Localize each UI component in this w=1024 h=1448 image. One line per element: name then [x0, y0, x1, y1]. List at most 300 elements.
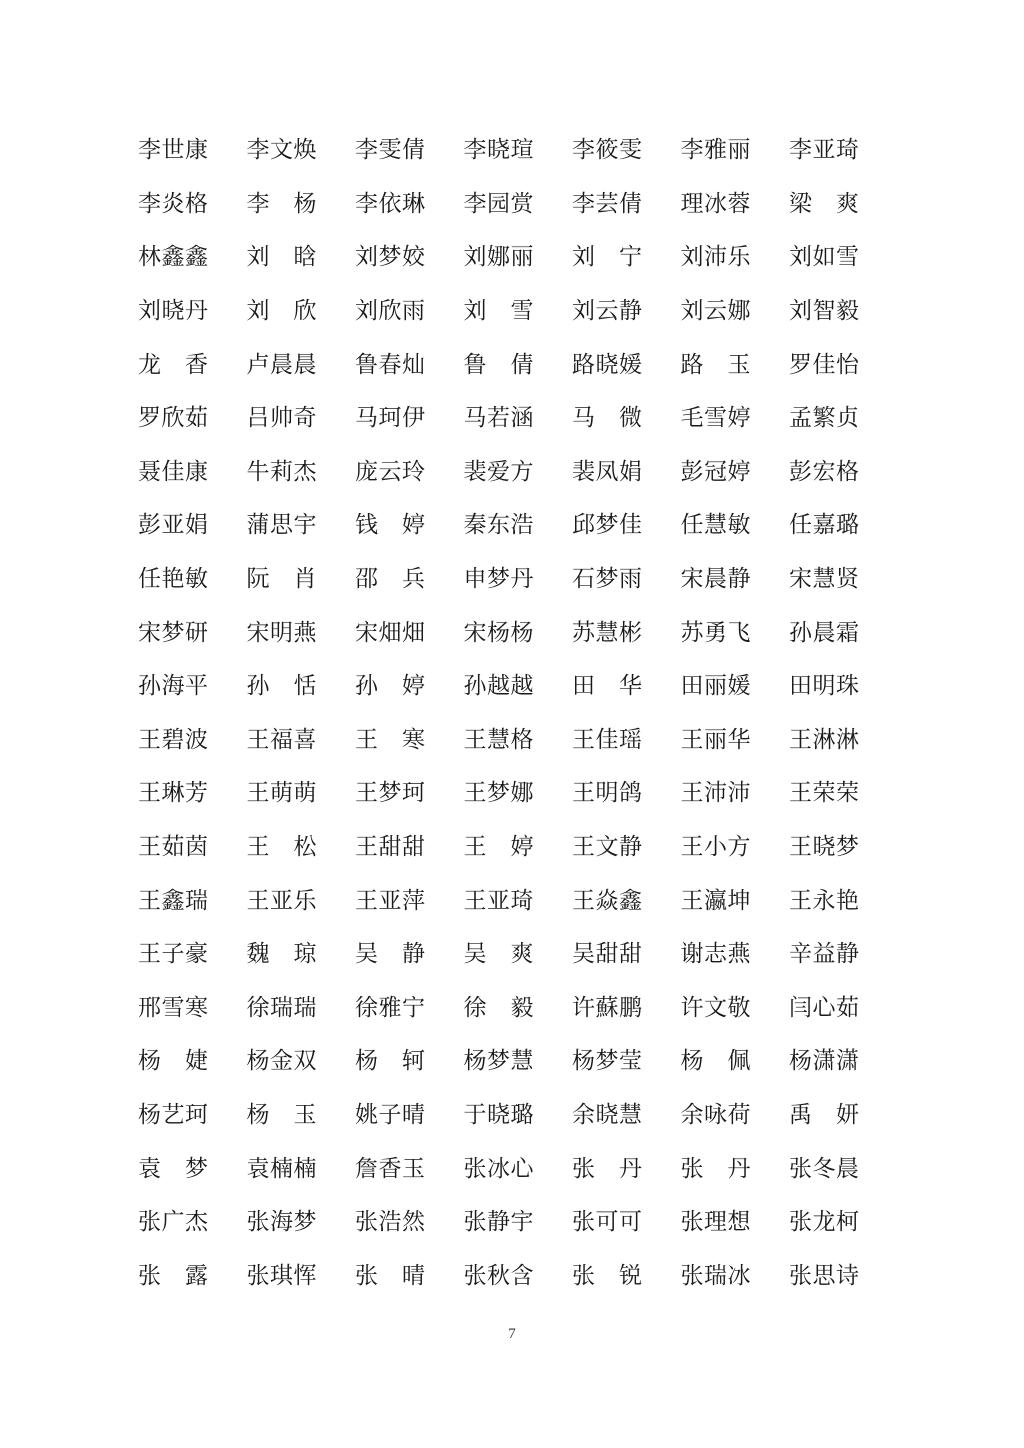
name-text: 宋 梦 研: [138, 619, 208, 646]
name-text: 张 思 诗: [789, 1262, 859, 1289]
name-entry: [789, 767, 898, 821]
name-text: 王 子 豪: [138, 941, 208, 968]
name-entry: [355, 1196, 464, 1250]
name-entry: [789, 285, 898, 339]
name-text: 吴 爽: [463, 941, 534, 968]
name-entry: [138, 285, 247, 339]
name-entry: [681, 767, 790, 821]
name-entry: [138, 124, 247, 178]
name-entry: [789, 660, 898, 714]
name-entry: [464, 928, 573, 982]
name-text: 李 雅 丽: [680, 137, 751, 164]
name-entry: [138, 231, 247, 285]
name-text: 阮 肖: [246, 566, 317, 593]
name-text: 余 晓 慧: [572, 1101, 642, 1128]
name-entry: [355, 1035, 464, 1089]
name-text: 詹 香 玉: [355, 1155, 425, 1182]
name-text: 李 园 赏: [463, 190, 534, 217]
name-entry: [138, 1089, 247, 1143]
name-text: 杨 佩: [680, 1048, 751, 1075]
name-entry: [355, 1142, 464, 1196]
name-entry: [572, 553, 681, 607]
name-text: 理 冰 蓉: [680, 190, 751, 217]
name-text: 邱 梦 佳: [572, 512, 642, 539]
name-text: 龙 香: [138, 351, 208, 378]
name-entry: [247, 928, 356, 982]
name-entry: [681, 1196, 790, 1250]
name-text: 鲁 春 灿: [355, 351, 425, 378]
name-entry: [247, 1035, 356, 1089]
name-text: 姚 子 晴: [355, 1101, 425, 1128]
name-text: 秦 东 浩: [463, 512, 534, 539]
name-entry: [681, 928, 790, 982]
name-entry: [138, 874, 247, 928]
name-entry: [464, 1142, 573, 1196]
name-text: 王 亚 萍: [355, 887, 425, 914]
name-entry: [681, 553, 790, 607]
name-entry: [355, 338, 464, 392]
name-text: 石 梦 雨: [572, 566, 642, 593]
name-text: 田 丽 媛: [680, 673, 751, 700]
name-text: 马 微: [572, 405, 642, 432]
name-entry: [464, 606, 573, 660]
name-entry: [572, 982, 681, 1036]
name-entry: [789, 1249, 898, 1303]
name-entry: [464, 124, 573, 178]
name-entry: [247, 338, 356, 392]
name-text: 彭 冠 婷: [680, 458, 751, 485]
name-entry: [789, 553, 898, 607]
name-entry: [247, 178, 356, 232]
name-text: 王 梦 娜: [463, 780, 534, 807]
name-text: 王 文 静: [572, 834, 642, 861]
name-entry: [681, 1249, 790, 1303]
name-text: 孙 恬: [246, 673, 317, 700]
name-entry: [572, 392, 681, 446]
name-text: 王 荣 荣: [789, 780, 859, 807]
name-entry: [572, 606, 681, 660]
name-entry: [138, 767, 247, 821]
name-text: 张 广 杰: [138, 1209, 208, 1236]
name-entry: [464, 1249, 573, 1303]
name-entry: [138, 606, 247, 660]
name-text: 刘 宁: [572, 244, 642, 271]
name-entry: [247, 874, 356, 928]
name-entry: [681, 1089, 790, 1143]
name-entry: [464, 392, 573, 446]
name-entry: [572, 1089, 681, 1143]
name-entry: [789, 338, 898, 392]
name-text: 张 理 想: [680, 1209, 751, 1236]
name-text: 王 婷: [463, 834, 534, 861]
name-entry: [572, 714, 681, 768]
name-text: 鲁 倩: [463, 351, 534, 378]
name-entry: [138, 499, 247, 553]
name-text: 邢 雪 寒: [138, 994, 208, 1021]
name-entry: [572, 1249, 681, 1303]
name-text: 王 福 喜: [246, 726, 317, 753]
name-text: 王 琳 芳: [138, 780, 208, 807]
name-entry: [355, 874, 464, 928]
name-text: 于 晓 璐: [463, 1101, 534, 1128]
name-entry: [247, 499, 356, 553]
name-text: 王 佳 瑶: [572, 726, 642, 753]
name-entry: [681, 1035, 790, 1089]
name-text: 任 嘉 璐: [789, 512, 859, 539]
name-text: 张 丹: [680, 1155, 751, 1182]
name-text: 张 龙 柯: [789, 1209, 859, 1236]
name-entry: [572, 1196, 681, 1250]
name-text: 杨 潇 潇: [789, 1048, 859, 1075]
name-entry: [464, 499, 573, 553]
name-text: 张 瑞 冰: [680, 1262, 751, 1289]
name-entry: [138, 1249, 247, 1303]
name-text: 刘 梦 姣: [355, 244, 425, 271]
name-entry: [572, 821, 681, 875]
name-text: 马 若 涵: [463, 405, 534, 432]
name-entry: [789, 1089, 898, 1143]
name-text: 王 亚 乐: [246, 887, 317, 914]
name-text: 王 明 鸽: [572, 780, 642, 807]
name-text: 王 小 方: [680, 834, 751, 861]
name-entry: [681, 285, 790, 339]
name-text: 张 琪 恽: [246, 1262, 317, 1289]
name-text: 刘 欣: [246, 298, 317, 325]
name-text: 刘 云 娜: [680, 298, 751, 325]
name-entry: [247, 1089, 356, 1143]
name-text: 孙 越 越: [463, 673, 534, 700]
name-text: 张 秋 含: [463, 1262, 534, 1289]
name-text: 王 永 艳: [789, 887, 859, 914]
name-text: 李 晓 瑄: [463, 137, 534, 164]
name-text: 张 锐: [572, 1262, 642, 1289]
name-text: 张 静 宇: [463, 1209, 534, 1236]
name-text: 吕 帅 奇: [246, 405, 317, 432]
name-text: 宋 明 燕: [246, 619, 317, 646]
name-list-grid: [138, 124, 898, 1303]
name-text: 王 茹 茵: [138, 834, 208, 861]
name-text: 王 亚 琦: [463, 887, 534, 914]
name-text: 王 慧 格: [463, 726, 534, 753]
name-entry: [138, 553, 247, 607]
name-entry: [464, 821, 573, 875]
name-entry: [355, 392, 464, 446]
name-entry: [572, 446, 681, 500]
name-text: 李 筱 雯: [572, 137, 642, 164]
name-text: 彭 亚 娟: [138, 512, 208, 539]
name-text: 庞 云 玲: [355, 458, 425, 485]
name-entry: [789, 1142, 898, 1196]
name-entry: [789, 874, 898, 928]
name-text: 李 世 康: [138, 137, 208, 164]
page-number: 7: [508, 1326, 516, 1342]
name-text: 张 晴: [355, 1262, 425, 1289]
name-text: 魏 琼: [246, 941, 317, 968]
name-entry: [681, 660, 790, 714]
name-entry: [355, 928, 464, 982]
name-entry: [681, 1142, 790, 1196]
name-entry: [464, 1196, 573, 1250]
name-text: 路 玉: [680, 351, 751, 378]
name-text: 李 雯 倩: [355, 137, 425, 164]
name-text: 任 慧 敏: [680, 512, 751, 539]
name-entry: [247, 446, 356, 500]
name-text: 许 文 敬: [680, 994, 751, 1021]
name-entry: [247, 821, 356, 875]
name-text: 聂 佳 康: [138, 458, 208, 485]
name-entry: [464, 1089, 573, 1143]
name-entry: [681, 982, 790, 1036]
name-entry: [681, 124, 790, 178]
name-text: 宋 慧 贤: [789, 566, 859, 593]
name-entry: [572, 767, 681, 821]
name-entry: [789, 928, 898, 982]
name-text: 孙 晨 霜: [789, 619, 859, 646]
name-text: 孟 繁 贞: [789, 405, 859, 432]
name-text: 禹 妍: [789, 1101, 859, 1128]
name-entry: [572, 124, 681, 178]
name-text: 王 瀛 坤: [680, 887, 751, 914]
name-text: 刘 晗: [246, 244, 317, 271]
name-entry: [789, 178, 898, 232]
name-text: 田 华: [572, 673, 642, 700]
name-text: 辛 益 静: [789, 941, 859, 968]
name-entry: [681, 446, 790, 500]
name-text: 李 亚 琦: [789, 137, 859, 164]
name-entry: [681, 606, 790, 660]
name-text: 余 咏 荷: [680, 1101, 751, 1128]
name-entry: [572, 1035, 681, 1089]
name-entry: [789, 446, 898, 500]
name-text: 苏 勇 飞: [680, 619, 751, 646]
name-text: 王 淋 淋: [789, 726, 859, 753]
name-text: 王 丽 华: [680, 726, 751, 753]
name-text: 李 文 焕: [246, 137, 317, 164]
name-entry: [464, 714, 573, 768]
name-text: 杨 金 双: [246, 1048, 317, 1075]
name-text: 徐 瑞 瑞: [246, 994, 317, 1021]
name-entry: [138, 392, 247, 446]
name-entry: [464, 553, 573, 607]
name-entry: [355, 1249, 464, 1303]
name-entry: [355, 285, 464, 339]
name-entry: [355, 821, 464, 875]
name-text: 谢 志 燕: [680, 941, 751, 968]
name-entry: [572, 285, 681, 339]
name-entry: [464, 178, 573, 232]
name-text: 任 艳 敏: [138, 566, 208, 593]
name-entry: [572, 499, 681, 553]
name-entry: [247, 285, 356, 339]
name-entry: [138, 1035, 247, 1089]
name-entry: [789, 714, 898, 768]
name-entry: [247, 124, 356, 178]
name-entry: [138, 928, 247, 982]
name-entry: [572, 660, 681, 714]
name-entry: [572, 928, 681, 982]
name-text: 张 浩 然: [355, 1209, 425, 1236]
name-entry: [572, 1142, 681, 1196]
name-entry: [681, 714, 790, 768]
name-entry: [789, 124, 898, 178]
name-text: 王 焱 鑫: [572, 887, 642, 914]
name-entry: [138, 338, 247, 392]
name-entry: [572, 231, 681, 285]
name-entry: [355, 1089, 464, 1143]
name-entry: [789, 1196, 898, 1250]
name-entry: [789, 499, 898, 553]
name-entry: [355, 982, 464, 1036]
name-text: 裴 凤 娟: [572, 458, 642, 485]
name-entry: [247, 392, 356, 446]
name-entry: [138, 446, 247, 500]
name-entry: [247, 1142, 356, 1196]
name-entry: [247, 1196, 356, 1250]
name-entry: [681, 231, 790, 285]
name-text: 徐 雅 宁: [355, 994, 425, 1021]
name-text: 张 露: [138, 1262, 208, 1289]
name-entry: [355, 767, 464, 821]
name-text: 王 沛 沛: [680, 780, 751, 807]
name-text: 宋 杨 杨: [463, 619, 534, 646]
name-entry: [247, 606, 356, 660]
name-entry: [572, 874, 681, 928]
name-entry: [138, 1196, 247, 1250]
name-text: 梁 爽: [789, 190, 859, 217]
name-text: 吴 甜 甜: [572, 941, 642, 968]
name-text: 刘 如 雪: [789, 244, 859, 271]
name-text: 刘 雪: [463, 298, 534, 325]
name-text: 宋 晨 静: [680, 566, 751, 593]
name-entry: [789, 1035, 898, 1089]
name-text: 路 晓 媛: [572, 351, 642, 378]
name-entry: [789, 982, 898, 1036]
name-entry: [464, 874, 573, 928]
name-entry: [464, 982, 573, 1036]
name-entry: [464, 338, 573, 392]
name-entry: [355, 714, 464, 768]
name-entry: [681, 874, 790, 928]
name-entry: [355, 446, 464, 500]
name-text: 杨 梦 慧: [463, 1048, 534, 1075]
name-text: 宋 畑 畑: [355, 619, 425, 646]
name-text: 毛 雪 婷: [680, 405, 751, 432]
name-text: 李 杨: [246, 190, 317, 217]
name-entry: [247, 553, 356, 607]
name-text: 苏 慧 彬: [572, 619, 642, 646]
name-entry: [247, 714, 356, 768]
name-entry: [464, 1035, 573, 1089]
name-text: 卢 晨 晨: [246, 351, 317, 378]
name-text: 张 冰 心: [463, 1155, 534, 1182]
name-text: 张 丹: [572, 1155, 642, 1182]
name-entry: [681, 499, 790, 553]
name-entry: [355, 553, 464, 607]
name-text: 马 珂 伊: [355, 405, 425, 432]
name-text: 王 萌 萌: [246, 780, 317, 807]
name-text: 申 梦 丹: [463, 566, 534, 593]
name-text: 杨 艺 珂: [138, 1101, 208, 1128]
name-text: 王 甜 甜: [355, 834, 425, 861]
name-text: 蒲 思 宇: [246, 512, 317, 539]
name-text: 刘 晓 丹: [138, 298, 208, 325]
name-text: 彭 宏 格: [789, 458, 859, 485]
name-entry: [464, 446, 573, 500]
name-entry: [681, 392, 790, 446]
name-entry: [681, 821, 790, 875]
name-text: 刘 沛 乐: [680, 244, 751, 271]
name-text: 张 冬 晨: [789, 1155, 859, 1182]
name-text: 李 依 琳: [355, 190, 425, 217]
name-text: 罗 佳 怡: [789, 351, 859, 378]
name-text: 刘 智 毅: [789, 298, 859, 325]
name-text: 王 鑫 瑞: [138, 887, 208, 914]
name-text: 刘 欣 雨: [355, 298, 425, 325]
name-entry: [355, 499, 464, 553]
name-entry: [355, 124, 464, 178]
name-entry: [681, 338, 790, 392]
name-text: 杨 玉: [246, 1101, 317, 1128]
name-text: 吴 静: [355, 941, 425, 968]
name-text: 林 鑫 鑫: [138, 244, 208, 271]
name-text: 王 晓 梦: [789, 834, 859, 861]
name-entry: [138, 178, 247, 232]
name-entry: [138, 821, 247, 875]
name-entry: [789, 231, 898, 285]
name-text: 杨 轲: [355, 1048, 425, 1075]
name-entry: [138, 714, 247, 768]
name-entry: [247, 982, 356, 1036]
name-text: 徐 毅: [463, 994, 534, 1021]
name-entry: [464, 231, 573, 285]
name-text: 孙 海 平: [138, 673, 208, 700]
name-text: 罗 欣 茹: [138, 405, 208, 432]
name-entry: [681, 178, 790, 232]
name-entry: [789, 606, 898, 660]
name-text: 牛 莉 杰: [246, 458, 317, 485]
name-text: 裴 爱 方: [463, 458, 534, 485]
name-text: 钱 婷: [355, 512, 425, 539]
name-text: 刘 娜 丽: [463, 244, 534, 271]
name-entry: [572, 338, 681, 392]
name-text: 李 芸 倩: [572, 190, 642, 217]
name-entry: [247, 767, 356, 821]
name-entry: [138, 660, 247, 714]
name-text: 张 海 梦: [246, 1209, 317, 1236]
name-text: 王 寒: [355, 726, 425, 753]
name-text: 闫 心 茹: [789, 994, 859, 1021]
name-entry: [464, 767, 573, 821]
name-text: 王 碧 波: [138, 726, 208, 753]
name-entry: [789, 821, 898, 875]
name-entry: [464, 660, 573, 714]
name-entry: [355, 231, 464, 285]
name-text: 邵 兵: [355, 566, 425, 593]
name-text: 杨 梦 莹: [572, 1048, 642, 1075]
name-entry: [355, 660, 464, 714]
name-entry: [464, 285, 573, 339]
name-entry: [355, 178, 464, 232]
name-text: 刘 云 静: [572, 298, 642, 325]
name-text: 李 炎 格: [138, 190, 208, 217]
name-entry: [789, 392, 898, 446]
name-text: 王 松: [246, 834, 317, 861]
name-text: 袁 楠 楠: [246, 1155, 317, 1182]
name-entry: [138, 1142, 247, 1196]
name-entry: [572, 178, 681, 232]
name-entry: [138, 982, 247, 1036]
name-entry: [247, 231, 356, 285]
